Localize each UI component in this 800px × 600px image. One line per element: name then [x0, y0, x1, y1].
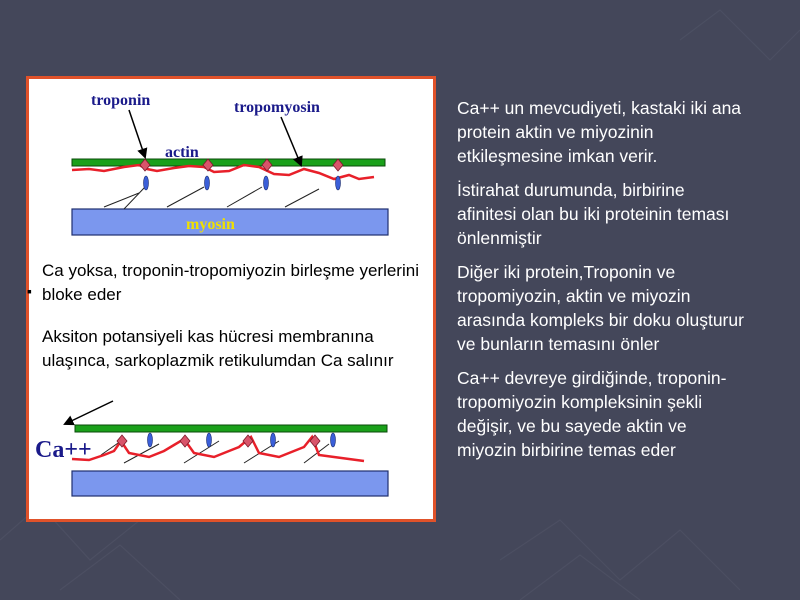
paragraph-calcium-presence: Ca++ un mevcudiyeti, kastaki iki ana protein aktin ve miyozinin etkileşmesine imkan verir. — [457, 98, 742, 166]
myosin-head — [271, 433, 276, 447]
paragraph-calcium-action: Ca++ devreye girdiğinde, troponin-tropomiyozin kompleksinin şekli değişir, ve bu sayede aktin ve miyozin birbirine temas eder — [457, 368, 727, 460]
cross-bridges-top — [104, 187, 319, 209]
tropomyosin-label: tropomyosin — [234, 99, 320, 116]
paragraph-troponin-tropomyosin: Diğer iki protein,Troponin ve tropomiyozin, aktin ve miyozin arasında kompleks bir doku oluşturur ve bunların temasını önler — [457, 262, 744, 354]
troponin-pointer — [129, 110, 145, 157]
explanation-text — [457, 96, 747, 472]
actin-label: actin — [165, 144, 199, 161]
myosin-head — [207, 433, 212, 447]
myosin-head — [205, 176, 210, 190]
tropomyosin-strand-top — [72, 165, 374, 179]
caption-action-potential: Aksiton potansiyeli kas hücresi membranına ulaşınca, sarkoplazmik retikulumdan Ca salınır — [42, 327, 394, 370]
myosin-filament-bottom — [72, 471, 388, 496]
paragraph-rest-state: İstirahat durumunda, birbirine afinitesi olan bu iki proteinin teması önlenmiştir — [457, 180, 730, 248]
calcium-arrow — [65, 401, 113, 424]
myosin-label: myosin — [186, 216, 235, 233]
caption-bullet: ▪ — [27, 283, 32, 299]
myosin-head — [331, 433, 336, 447]
calcium-label: Ca++ — [35, 437, 92, 463]
myosin-head — [144, 176, 149, 190]
myosin-head — [148, 433, 153, 447]
tropomyosin-pointer — [281, 117, 301, 165]
troponin-label: troponin — [91, 92, 151, 109]
myosin-head — [336, 176, 341, 190]
muscle-contraction-figure — [26, 76, 436, 522]
caption-no-calcium: Ca yoksa, troponin-tropomiyozin birleşme yerlerini bloke eder — [42, 261, 419, 304]
tropomyosin-strand-bottom — [72, 437, 364, 461]
actin-filament-bottom — [75, 425, 387, 432]
myosin-heads-top — [144, 176, 341, 190]
myosin-head — [264, 176, 269, 190]
